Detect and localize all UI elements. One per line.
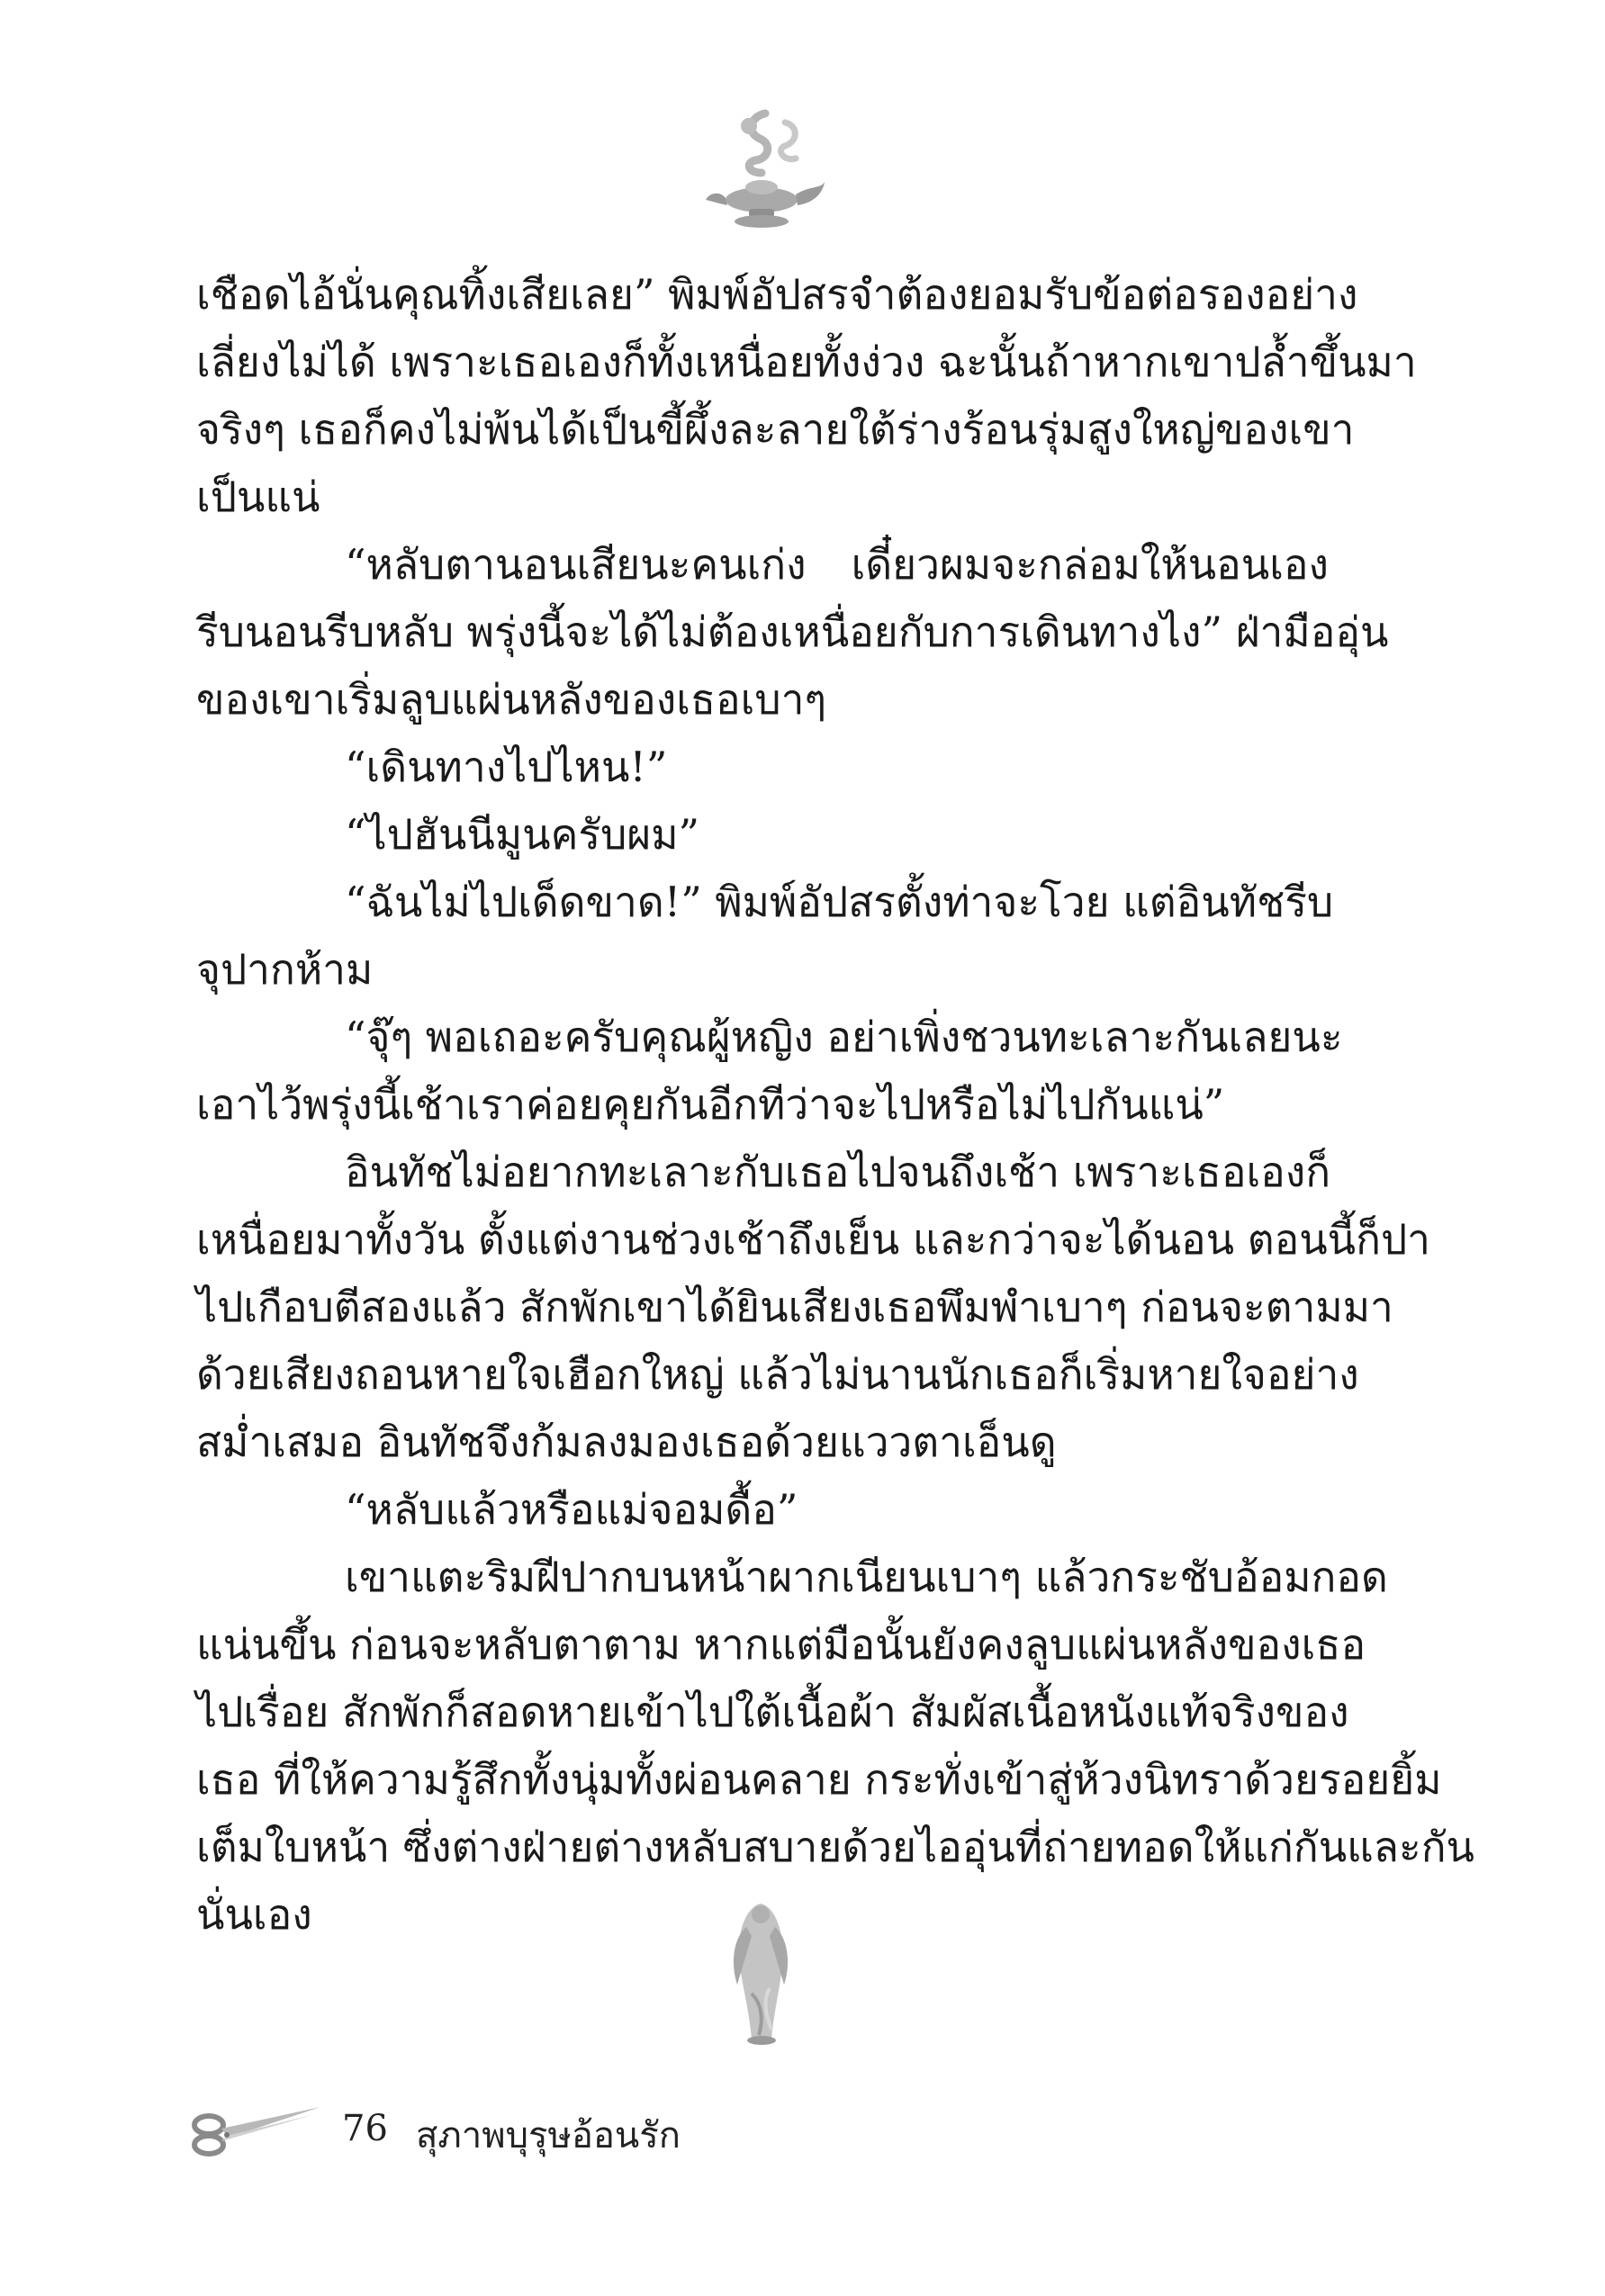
text-line: “ฉันไม่ไปเด็ดขาด!” พิมพ์อัปสรตั้งท่าจะโวย แต่อินทัชรีบ (345, 878, 1334, 926)
text-line: สม่ำเสมอ อินทัชจึงก้มลงมองเธอด้วยแววตาเอ็นดู (196, 1418, 1057, 1466)
angel-figurine-icon (725, 1895, 797, 2048)
text-line: เชือดไอ้นั่นคุณทิ้งเสียเลย” พิมพ์อัปสรจำต้องยอมรับข้อต่อรองอย่าง (196, 270, 1358, 319)
page-footer (189, 2097, 819, 2178)
text-line: “ไปฮันนีมูนครับผม” (345, 810, 700, 859)
text-line: นั่นเอง (196, 1890, 312, 1939)
text-line: ไปเกือบตีสองแล้ว สักพักเขาได้ยินเสียงเธอพึมพำเบาๆ ก่อนจะตามมา (196, 1283, 1393, 1331)
text-line: ด้วยเสียงถอนหายใจเฮือกใหญ่ แล้วไม่นานนักเธอก็เริ่มหายใจอย่าง (196, 1350, 1359, 1399)
text-line: “จุ๊ๆ พอเถอะครับคุณผู้หญิง อย่าเพิ่งชวนทะเลาะกันเลยนะ (345, 1013, 1343, 1061)
text-line: “หลับตานอนเสียนะคนเก่ง เดี๋ยวผมจะกล่อมให้นอนเอง (345, 540, 1329, 589)
text-line: ของเขาเริ่มลูบแผ่นหลังของเธอเบาๆ (196, 675, 827, 724)
text-line: แน่นขึ้น ก่อนจะหลับตาตาม หากแต่มือนั้นยังคงลูบแผ่นหลังของเธอ (196, 1620, 1366, 1669)
text-line: จริงๆ เธอก็คงไม่พ้นได้เป็นขี้ผึ้งละลายใต้ร่างร้อนรุ่มสูงใหญ่ของเขา (196, 405, 1355, 454)
text-line: อินทัชไม่อยากทะเลาะกับเธอไปจนถึงเช้า เพราะเธอเองก็ (345, 1148, 1331, 1196)
text-line: เธอ ที่ให้ความรู้สึกทั้งนุ่มทั้งผ่อนคลาย กระทั่งเข้าสู่ห้วงนิทราด้วยรอยยิ้ม (196, 1755, 1442, 1804)
text-line: ไปเรื่อย สักพักก็สอดหายเข้าไปใต้เนื้อผ้า สัมผัสเนื้อหนังแท้จริงของ (196, 1688, 1349, 1736)
scissors-icon (189, 2102, 324, 2165)
book-title: สุภาพบุรุษอ้อนรัก (416, 2115, 681, 2156)
text-line: รีบนอนรีบหลับ พรุ่งนี้จะได้ไม่ต้องเหนื่อยกับการเดินทางไง” ฝ่ามืออุ่น (196, 608, 1389, 656)
text-line: เหนื่อยมาทั้งวัน ตั้งแต่งานช่วงเช้าถึงเย็น และกว่าจะได้นอน ตอนนี้ก็ปา (196, 1215, 1430, 1264)
text-line: “หลับแล้วหรือแม่จอมดื้อ” (345, 1485, 798, 1534)
genie-lamp-icon (702, 106, 828, 237)
page-number: 76 (342, 2108, 388, 2149)
text-line: เต็มใบหน้า ซึ่งต่างฝ่ายต่างหลับสบายด้วยไออุ่นที่ถ่ายทอดให้แก่กันและกัน (196, 1823, 1475, 1871)
text-line: เป็นแน่ (196, 473, 320, 521)
text-line: จุปากห้าม (196, 945, 374, 994)
story-text (196, 261, 1475, 1949)
text-line: เอาไว้พรุ่งนี้เช้าเราค่อยคุยกันอีกทีว่าจะไปหรือไม่ไปกันแน่” (196, 1080, 1225, 1129)
text-line: เลี่ยงไม่ได้ เพราะเธอเองก็ทั้งเหนื่อยทั้งง่วง ฉะนั้นถ้าหากเขาปล้ำขึ้นมา (196, 338, 1417, 386)
text-line: เขาแตะริมฝีปากบนหน้าผากเนียนเบาๆ แล้วกระชับอ้อมกอด (345, 1553, 1388, 1601)
text-line: “เดินทางไปไหน!” (345, 743, 668, 791)
